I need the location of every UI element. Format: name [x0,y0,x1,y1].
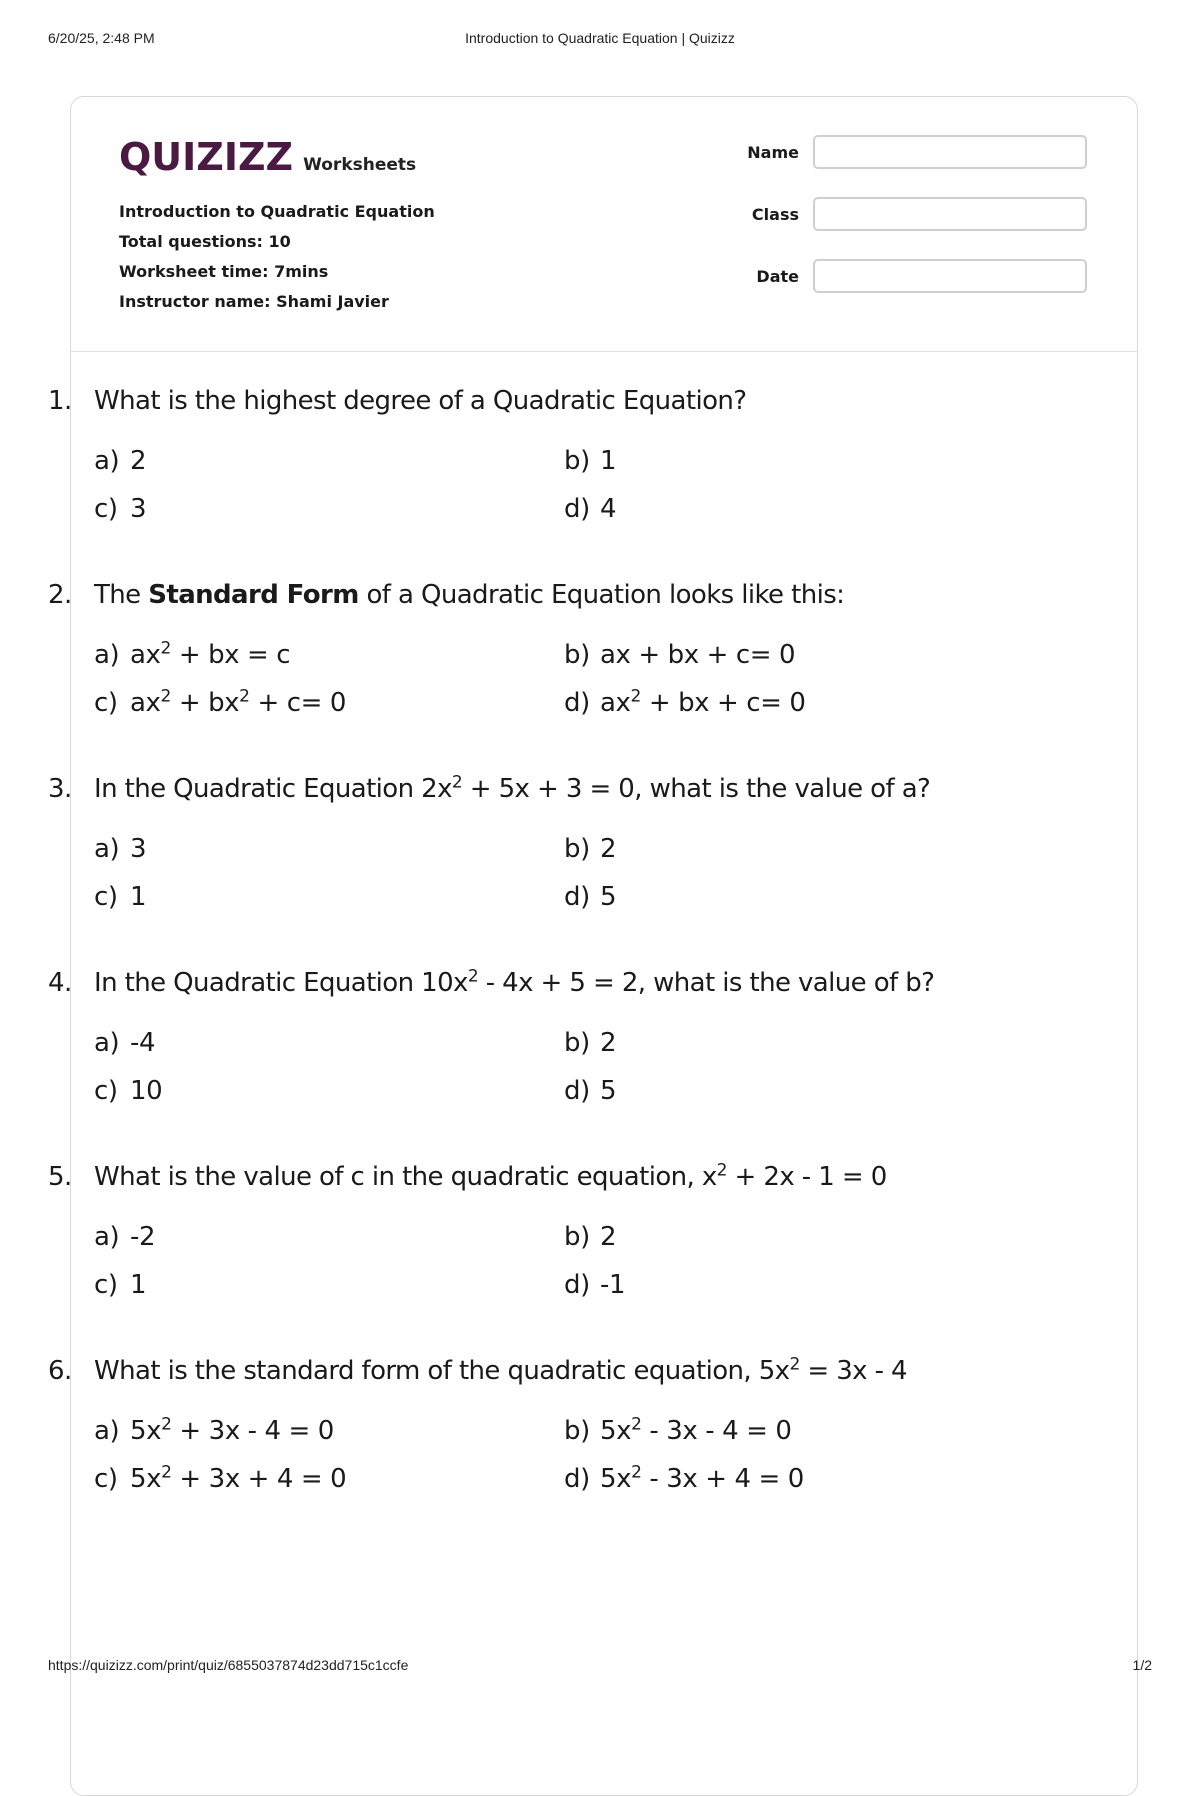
option-c: c) 1 [94,882,147,912]
worksheet-header [71,97,1137,352]
option-c: c) 3 [94,494,147,524]
class-label: Class [751,204,799,224]
brand [119,135,416,179]
name-input[interactable] [813,135,1087,169]
question-text: 4. In the Quadratic Equation $10x^2 - 4x + 5 = 2$, what is the value of b? [48,966,935,998]
worksheet-time: Worksheet time: 7mins [119,262,329,281]
date-input[interactable] [813,259,1087,293]
print-footer [48,1657,1152,1677]
option-c: c) $5x^2 + 3x + 4 = 0$ [94,1462,347,1494]
page-number: 1/2 [1132,1657,1152,1673]
option-b: b) 2 [564,834,617,864]
option-a: a) $5x^2 + 3x - 4 = 0$ [94,1414,334,1446]
option-a: a) 3 [94,834,147,864]
class-input[interactable] [813,197,1087,231]
question-text: 3. In the Quadratic Equation $2x^2 + 5x + 3 = 0$, what is the value of a? [48,772,931,804]
option-b: b) 2 [564,1222,617,1252]
option-a: a) -2 [94,1222,156,1252]
option-d: d) 5 [564,1076,617,1106]
logo-subtitle: Worksheets [303,155,417,175]
date-label: Date [756,266,799,286]
option-d: d) 5 [564,882,617,912]
worksheet-meta [119,197,435,317]
name-label: Name [747,142,799,162]
print-title: Introduction to Quadratic Equation | Quizizz [465,30,735,46]
name-field-row [719,135,1087,169]
question-text: 1. What is the highest degree of a Quadratic Equation? [48,386,747,416]
question-text: 6. What is the standard form of the quadratic equation, $5x^2 = 3x - 4$ [48,1354,907,1386]
worksheet-card [70,96,1138,1796]
option-a: a) -4 [94,1028,156,1058]
class-field-row [719,197,1087,231]
print-header [48,30,1152,50]
option-a: a) $ax^2$ + bx = c [94,638,291,670]
quizizz-logo: QUIZIZZ [119,135,294,179]
option-b: b) 1 [564,446,617,476]
question-text: 5. What is the value of c in the quadratic equation, $x^2 + 2x - 1 = 0$ [48,1160,887,1192]
option-a: a) 2 [94,446,147,476]
instructor-name: Instructor name: Shami Javier [119,292,389,311]
option-c: c) 10 [94,1076,163,1106]
option-b: b) ax + bx + c= 0 [564,640,796,670]
option-c: c) $ax^2 + bx^2 + c= 0$ [94,686,346,718]
option-d: d) 4 [564,494,617,524]
worksheet-title: Introduction to Quadratic Equation [119,202,435,221]
option-d: d) $5x^2 - 3x + 4 = 0$ [564,1462,804,1494]
print-date: 6/20/25, 2:48 PM [48,30,155,46]
total-questions: Total questions: 10 [119,232,291,251]
print-url: https://quizizz.com/print/quiz/6855037874d23dd715c1ccfe [48,1657,409,1673]
option-b: b) $5x^2 - 3x - 4 = 0$ [564,1414,792,1446]
question-text: 2. The Standard Form of a Quadratic Equation looks like this: [48,580,845,610]
date-field-row [719,259,1087,293]
option-b: b) 2 [564,1028,617,1058]
option-d: d) -1 [564,1270,626,1300]
option-c: c) 1 [94,1270,147,1300]
option-d: d) $ax^2$ + bx + c= 0 [564,686,806,718]
